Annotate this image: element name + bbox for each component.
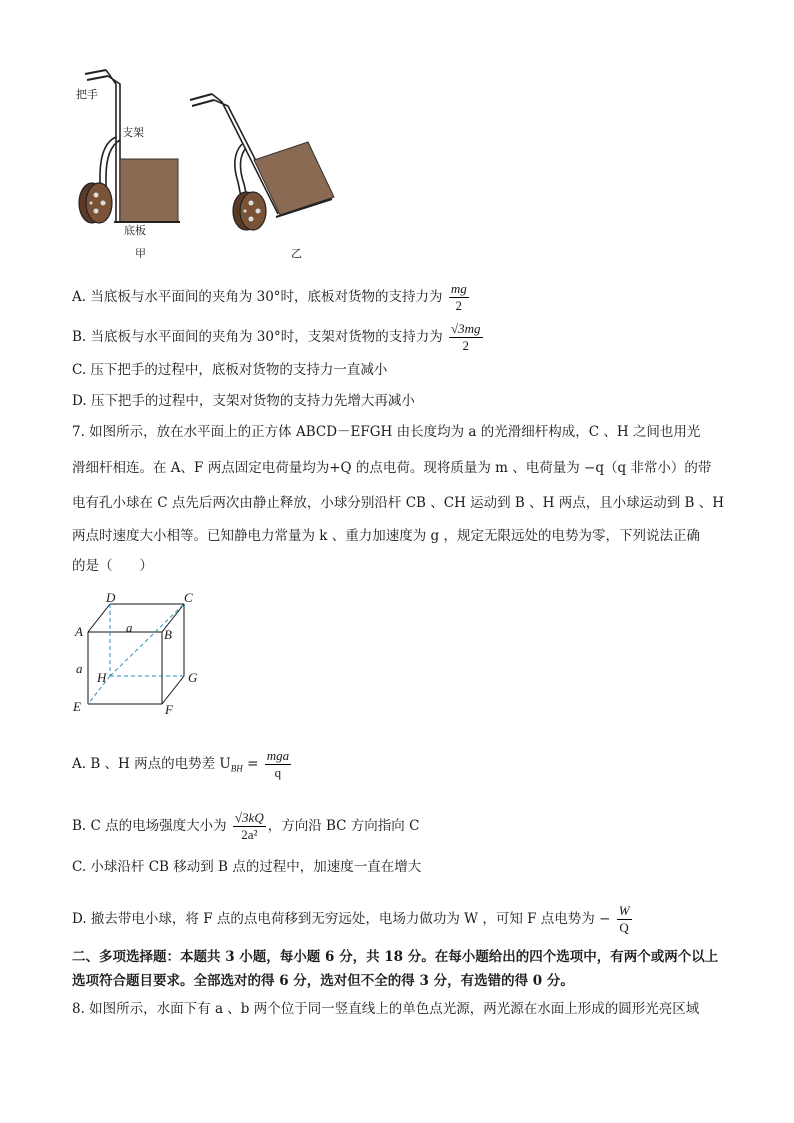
cube-label-c: C [184, 590, 193, 605]
q7-option-d-fraction: $\frac{W}{Q}$ [618, 903, 630, 935]
label-bracket: 支架 [122, 126, 144, 139]
cube-label-h: H [97, 670, 107, 685]
truck-yi [190, 94, 334, 230]
q8-stem-line-1: 8. 如图所示，水面下有 a 、b 两个位于同一竖直线上的单色点光源，两光源在水面上形成的圆形光亮区域 [72, 1001, 700, 1017]
cube-label-a-top: a [126, 620, 133, 635]
q7-option-a-fraction: $\frac{\text{mga}}{q}$ [266, 748, 290, 780]
hand-truck-figure [70, 62, 360, 267]
cube-label-d: D [106, 590, 116, 605]
q7-option-c: C. 小球沿杆 CB 移动到 B 点的过程中，加速度一直在增大 [72, 859, 422, 875]
cube-label-b: B [164, 627, 172, 642]
cube-label-f: F [165, 702, 173, 717]
q7-option-b-fraction: $\frac{√3kQ}{\text{2a²}}$ [234, 810, 264, 842]
cube-label-a: A [75, 624, 83, 639]
q6-option-b: B. 当底板与水平面间的夹角为 30°时，支架对货物的支持力为 $\frac{√3mg}{2}$ [72, 321, 481, 353]
caption-jia: 甲 [135, 247, 146, 260]
cube-label-a-left: a [76, 661, 83, 676]
q6-option-b-fraction: $\frac{√3mg}{2}$ [451, 321, 481, 353]
q7-option-a: A. B 、H 两点的电势差 $U_{BH}$ = $\frac{\text{mga}}{q}$ [72, 748, 290, 780]
cube-label-g: G [188, 670, 198, 685]
caption-yi: 乙 [291, 247, 302, 260]
q6-option-c: C. 压下把手的过程中，底板对货物的支持力一直减小 [72, 362, 388, 378]
q7-stem-line-3: 电有孔小球在 C 点先后两次由静止释放，小球分别沿杆 CB 、CH 运动到 B 、H 两点，且小球运动到 B 、H [72, 495, 724, 511]
q6-option-a: A. 当底板与水平面间的夹角为 30°时，底板对货物的支持力为 $\frac{mg}{2}$ [72, 281, 467, 313]
cube-figure [70, 588, 210, 718]
q7-stem-line-4: 两点时速度大小相等。已知静电力常量为 k 、重力加速度为 g ，规定无限远处的电势为零，下列说法正确 [72, 528, 700, 544]
section2-heading-line-2: 选项符合题目要求。全部选对的得 6 分，选对但不全的得 3 分，有选错的得 0 分。 [72, 973, 574, 989]
q7-stem-line-5: 的是（ ） [72, 558, 153, 574]
q6-option-d: D. 压下把手的过程中，支架对货物的支持力先增大再减小 [72, 393, 415, 409]
label-base: 底板 [124, 224, 146, 237]
q6-option-a-fraction: $\frac{mg}{2}$ [450, 281, 467, 313]
q7-option-d: D. 撤去带电小球，将 F 点的点电荷移到无穷远处，电场力做功为 W ，可知 F 点电势为 − $\frac{W}{Q}$ [72, 903, 630, 935]
label-handle: 把手 [76, 88, 98, 101]
cube-label-e: E [73, 699, 81, 714]
section2-heading-line-1: 二、多项选择题：本题共 3 小题，每小题 6 分，共 18 分。在每小题给出的四个选项中，有两个或两个以上 [72, 949, 719, 965]
q7-stem-line-2: 滑细杆相连。在 A、F 两点固定电荷量均为+Q 的点电荷。现将质量为 m 、电荷量为 −q（q 非常小）的带 [72, 460, 712, 476]
q7-stem-line-1: 7. 如图所示，放在水平面上的正方体 ABCD－EFGH 由长度均为 a 的光滑细杆构成，C 、H 之间也用光 [72, 424, 701, 440]
q7-option-b: B. C 点的电场强度大小为 $\frac{√3kQ}{\text{2a²}}$ ，方向沿 BC 方向指向 C [72, 810, 420, 842]
